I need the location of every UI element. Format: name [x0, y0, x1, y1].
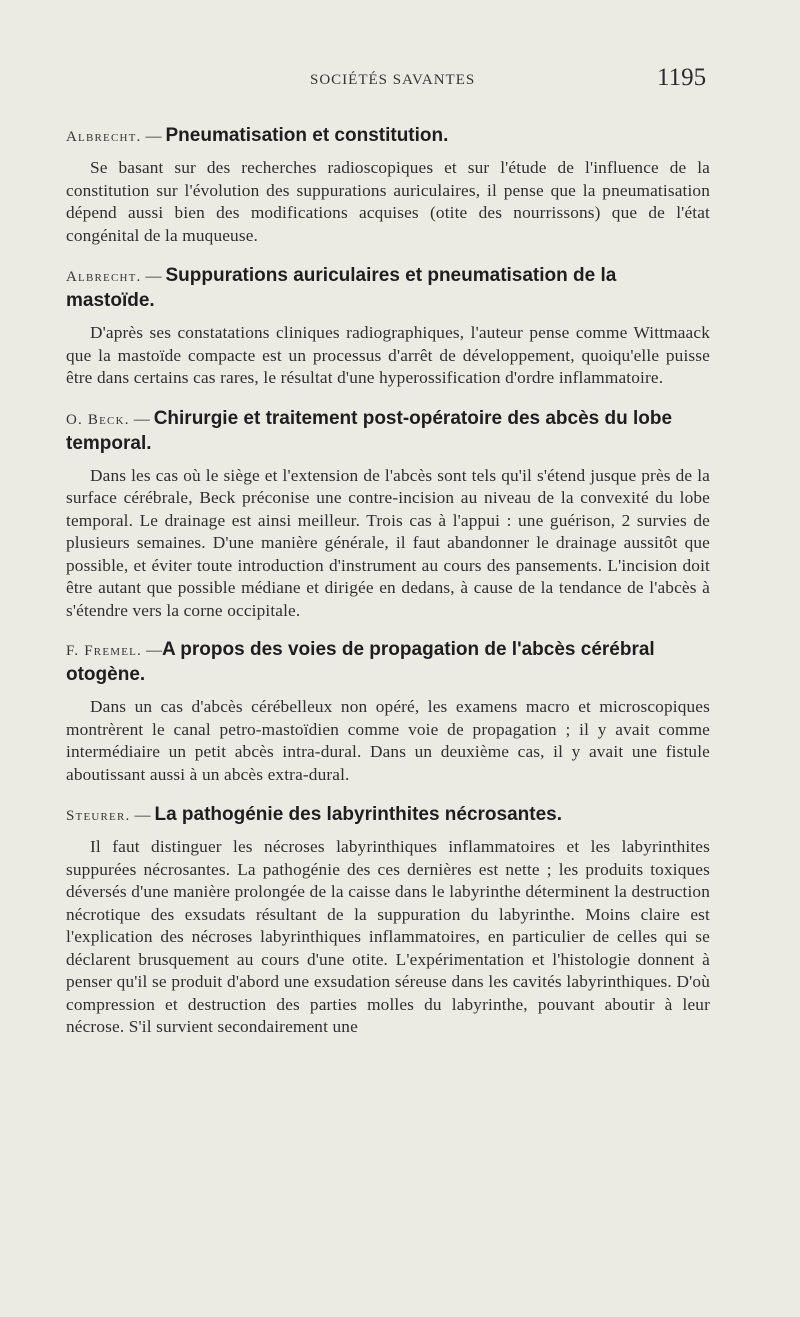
entry-author: Albrecht. [66, 269, 142, 285]
entry-heading [66, 124, 710, 149]
entry-heading [66, 803, 710, 828]
entry-title: Pneumatisation et constitution. [165, 125, 449, 146]
entry-author: F. Fremel. [66, 643, 143, 659]
running-title: SOCIÉTÉS SAVANTES [310, 72, 476, 88]
page-number: 1195 [657, 64, 707, 91]
entry-beck-chirurgie [66, 407, 710, 623]
entry-paragraph: Dans les cas où le siège et l'extension de l'abcès sont tels qu'il s'étend jusque près de la surface cérébrale, Beck préconise une contre-incision au niveau de la convexité du lobe temporal. Le drainage est ainsi meilleur. Trois cas à l'appui : une guérison, 2 survies de plusieurs semaines. D'une manière générale, il faut abandonner le drainage aussitôt que possible, et éviter toute introduction d'instrument au cours des pansements. L'incision doit être autant que possible médiane et dirigée en dedans, à cause de la tendance de l'abcès à s'étendre vers la corne occipitale. [66, 465, 710, 620]
entry-separator: — [129, 410, 154, 428]
entry-heading [66, 638, 710, 688]
entry-title: A propos des voies de propagation de l'abcès cérébral otogène. [66, 639, 655, 685]
entry-fremel-propagation [66, 638, 710, 786]
entry-title: Chirurgie et traitement post-opératoire des abcès du lobe temporal. [66, 407, 673, 454]
entry-heading [66, 264, 710, 314]
entry-separator: — [142, 642, 163, 659]
entry-paragraph: Dans un cas d'abcès cérébelleux non opéré, les examens macro et microscopiques montrèrent le canal petro-mastoïdien comme voie de propagation ; il y avait comme intermédiaire un petit abcès intra-dural. Dans un deuxième cas, il y avait une fistule aboutissant aussi à un abcès extra-dural. [66, 697, 710, 784]
entry-paragraph: Il faut distinguer les nécroses labyrinthiques inflammatoires et les labyrinthites suppurées nécrosantes. La pathogénie des ces dernières est nette ; les produits toxiques déversés d'une manière prolongée de la caisse dans le labyrinthe déterminent la destruction nécrotique des exsudats résultant de la suppuration du labyrinthe. Moins claire est l'explication des nécroses labyrinthiques inflammatoires, en particulier de celles qui se déclarent brusquement au cours d'une otite. L'expérimentation et l'histologie donnent à penser qu'il se produit d'abord une exsudation séreuse dans les cavités labyrinthiques. D'où compression et destruction des parties molles du labyrinthe, pouvant aboutir à leur nécrose. S'il survient secondairement une [66, 837, 710, 1036]
entry-separator: — [141, 128, 166, 145]
entry-author: Steurer. [66, 808, 131, 824]
entry-paragraph: D'après ses constatations cliniques radiographiques, l'auteur pense comme Wittmaack que la mastoïde compacte est un processus d'arrêt de développement, quoiqu'elle puisse être dans certains cas rares, le résultat d'une hyperossification d'ordre inflammatoire. [66, 323, 710, 387]
entry-author: Albrecht. [66, 129, 142, 145]
entry-separator: — [130, 807, 155, 824]
entry-steurer-labyrinthites [66, 803, 710, 1039]
entry-paragraph: Se basant sur des recherches radioscopiques et sur l'étude de l'influence de la constitution sur l'évolution des suppurations auriculaires, il pense que la pneumatisation dépend aussi bien des modifications acquises (otite des nourrissons) que de l'état congénital de la muqueuse. [66, 158, 710, 245]
entry-albrecht-pneumatisation [66, 124, 710, 247]
entry-title: La pathogénie des labyrinthites nécrosantes. [154, 804, 563, 825]
entry-heading [66, 407, 710, 457]
article-body [66, 124, 710, 1039]
entry-albrecht-suppurations [66, 264, 710, 390]
entry-title: Suppurations auriculaires et pneumatisation de la mastoïde. [66, 265, 617, 311]
entry-separator: — [141, 268, 166, 285]
entry-author: O. Beck. [66, 411, 130, 428]
